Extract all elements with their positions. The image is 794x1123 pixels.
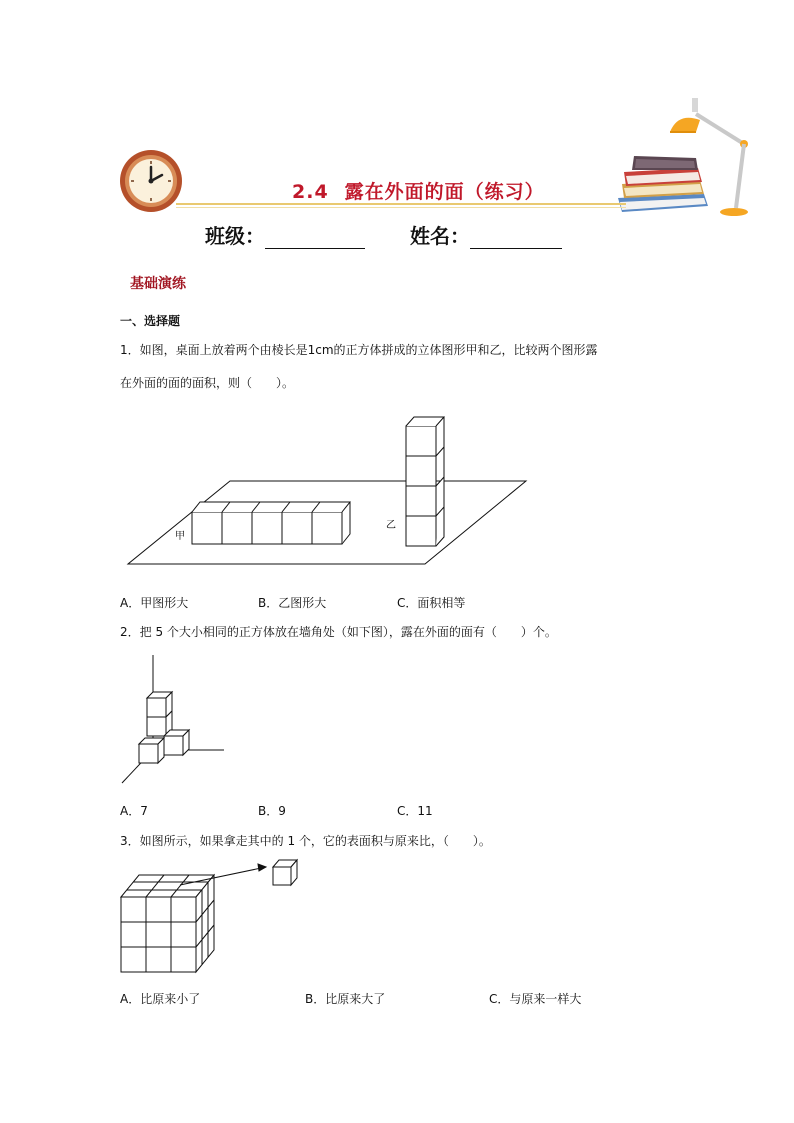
question-1-stem-line2: 在外面的面的面积，则（ ）。 xyxy=(120,376,295,390)
question-type-heading: 一、选择题 xyxy=(120,314,181,328)
clock-icon xyxy=(118,148,184,214)
desk-lamp-icon xyxy=(666,98,756,218)
question-3-option-b[interactable]: B．比原来大了 xyxy=(305,992,386,1006)
question-2-option-b[interactable]: B．9 xyxy=(258,804,286,818)
name-blank[interactable] xyxy=(470,226,562,249)
question-2-figure xyxy=(118,655,228,790)
question-2-option-a[interactable]: A．7 xyxy=(120,804,148,818)
title-rule xyxy=(176,203,626,205)
class-blank[interactable] xyxy=(265,226,365,249)
class-field xyxy=(205,220,365,249)
lesson-title: 露在外面的面（练习） xyxy=(344,181,545,203)
question-1-stem-line1: 1．如图，桌面上放着两个由棱长是1cm的正方体拼成的立体图形甲和乙，比较两个图形露 xyxy=(120,343,598,357)
title-rule-thin xyxy=(176,207,626,208)
name-field xyxy=(410,220,562,249)
shape-jia xyxy=(192,502,350,544)
question-3-stem: 3．如图所示，如果拿走其中的 1 个，它的表面积与原来比，（ ）。 xyxy=(120,834,491,848)
question-3-option-c[interactable]: C．与原来一样大 xyxy=(489,992,582,1006)
question-1-figure xyxy=(120,410,540,570)
question-1-option-a[interactable]: A．甲图形大 xyxy=(120,596,189,610)
question-3-option-a[interactable]: A．比原来小了 xyxy=(120,992,201,1006)
question-2-option-c[interactable]: C．11 xyxy=(397,804,433,818)
name-label: 姓名： xyxy=(410,224,470,248)
page-title xyxy=(292,177,545,204)
question-2-stem: 2．把 5 个大小相同的正方体放在墙角处（如下图），露在外面的面有（ ）个。 xyxy=(120,625,557,639)
class-label: 班级： xyxy=(205,224,265,248)
lesson-number: 2.4 xyxy=(292,181,329,203)
label-jia: 甲 xyxy=(175,531,185,542)
section-heading: 基础演练 xyxy=(130,276,186,292)
label-yi: 乙 xyxy=(386,520,396,531)
question-3-figure xyxy=(118,855,303,977)
question-1-option-c[interactable]: C．面积相等 xyxy=(397,596,466,610)
question-1-option-b[interactable]: B．乙图形大 xyxy=(258,596,327,610)
